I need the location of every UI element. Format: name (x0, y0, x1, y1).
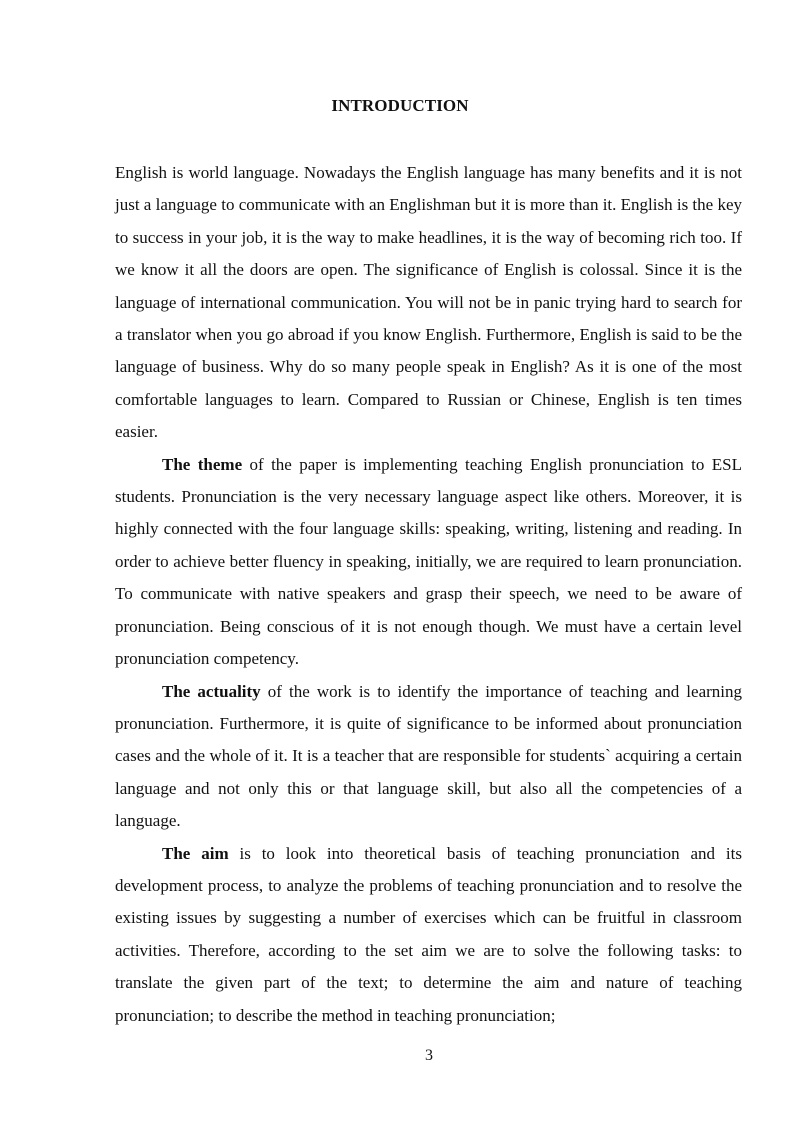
paragraph-intro (115, 157, 742, 449)
paragraph-text: English is world language. Nowadays the English language has many benefits and it is not just a language to communicate with an Englishman but it is more than it. English is the key to success in your job, it is the way to make headlines, it is the way of becoming rich too. If we know it all the doors are open. The significance of English is colossal. Since it is the language of international communication. You will not be in panic trying hard to search for a translator when you go abroad if you know English. Furthermore, English is said to be the language of business. Why do so many people speak in English? As it is one of the most comfortable languages to learn. Compared to Russian or Chinese, English is ten times easier. (115, 163, 742, 442)
paragraph-lead-theme: The theme (162, 454, 243, 474)
paragraph-text: of the work is to identify the importance of teaching and learning pronunciation. Furthermore, it is quite of significance to be informed about pronunciation cases and the whole of it. It is a teacher that are responsible for students` acquiring a certain language and not only this or that language skill, but also all the competencies of a language. (115, 681, 743, 831)
body-text (115, 157, 742, 1032)
paragraph-actuality (115, 676, 742, 838)
paragraph-theme (115, 449, 742, 676)
page-number: 3 (425, 1047, 433, 1064)
paragraph-aim (115, 838, 742, 1032)
page-title: INTRODUCTION (331, 96, 469, 115)
paragraph-text: is to look into theoretical basis of teaching pronunciation and its development process, to analyze the problems of teaching pronunciation and to resolve the existing issues by suggesting a number of exercises which can be fruitful in classroom activities. Therefore, according to the set aim we are to solve the following tasks: to translate the given part of the text; to determine the aim and nature of teaching pronunciation; to describe the method in teaching pronunciation; (115, 843, 742, 1025)
paragraph-lead-actuality: The actuality (162, 681, 261, 701)
paragraph-text: of the paper is implementing teaching English pronunciation to ESL students. Pronunciation is the very necessary language aspect like others. Moreover, it is highly connected with the four language skills: speaking, writing, listening and reading. In order to achieve better fluency in speaking, initially, we are required to learn pronunciation. To communicate with native speakers and grasp their speech, we need to be aware of pronunciation. Being conscious of it is not enough though. We must have a certain level pronunciation competency. (115, 454, 742, 669)
paragraph-lead-aim: The aim (162, 843, 229, 863)
